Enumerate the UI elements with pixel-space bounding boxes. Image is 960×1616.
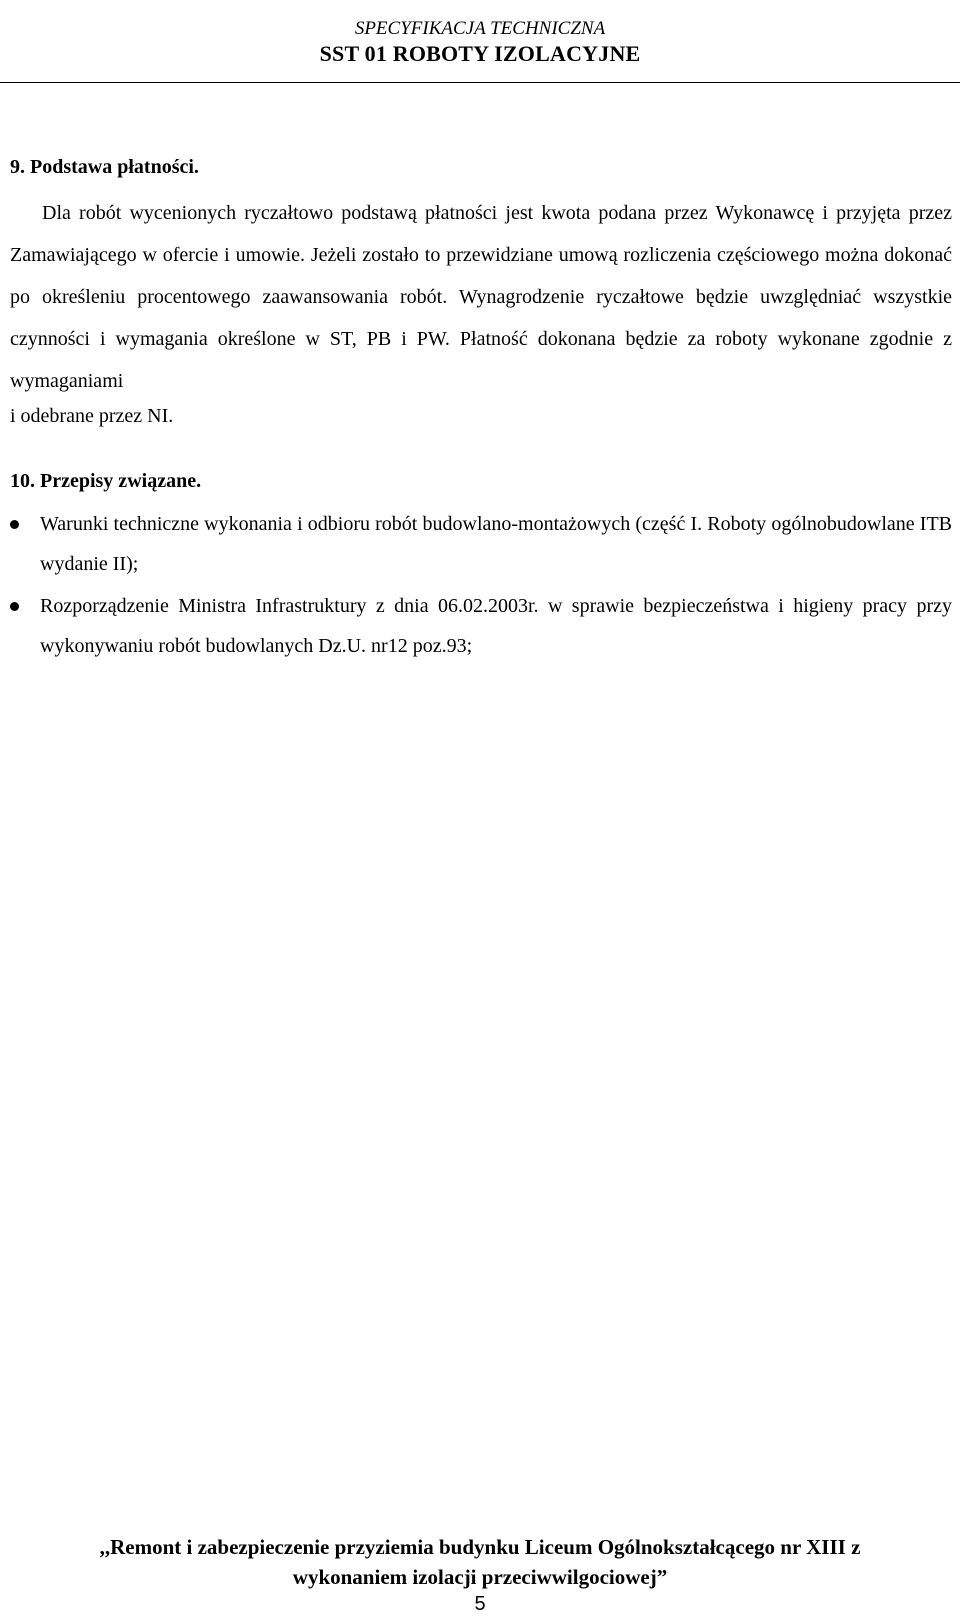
page-content — [10, 152, 952, 668]
regulations-list — [10, 504, 952, 666]
list-item-text: Warunki techniczne wykonania i odbioru robót budowlano-montażowych (część I. Roboty ogólnobudowlane ITB wydanie II); — [40, 513, 952, 575]
page-number: 5 — [474, 1593, 486, 1615]
document-type-label: SPECYFIKACJA TECHNICZNA — [354, 18, 606, 39]
bullet-icon — [10, 602, 19, 611]
section-10-heading: 10. Przepisy związane. — [10, 470, 202, 492]
project-title-line-2: wykonaniem izolacji przeciwwilgociowej” — [292, 1565, 668, 1589]
section-9-heading: 9. Podstawa płatności. — [10, 156, 199, 178]
section-9-paragraph: Dla robót wycenionych ryczałtowo podstawą płatności jest kwota podana przez Wykonawcę i przyjęta przez Zamawiającego w ofercie i umowie. Jeżeli zostało to przewidziane umową rozliczenia częściowego można dokonać po określeniu procentowego zaawansowania robót. Wynagrodzenie ryczałtowe będzie uwzględniać wszystkie czynności i wymagania określone w ST, PB i PW. Płatność dokonana będzie za roboty wykonane zgodnie z wymaganiami — [10, 202, 952, 392]
document-title: SST 01 ROBOTY IZOLACYJNE — [319, 41, 641, 66]
project-title-line-1: ,,Remont i zabezpieczenie przyziemia budynku Liceum Ogólnokształcącego nr XIII z — [99, 1535, 861, 1559]
list-item — [10, 586, 952, 666]
list-item — [10, 504, 952, 584]
bullet-icon — [10, 520, 19, 529]
section-9-paragraph-tail: i odebrane przez NI. — [10, 405, 174, 427]
page-header — [0, 18, 960, 68]
page-footer — [0, 1532, 960, 1616]
list-item-text: Rozporządzenie Ministra Infrastruktury z dnia 06.02.2003r. w sprawie bezpieczeństwa i higieny pracy przy wykonywaniu robót budowlanych Dz.U. nr12 poz.93; — [40, 595, 952, 657]
header-divider — [0, 82, 960, 83]
